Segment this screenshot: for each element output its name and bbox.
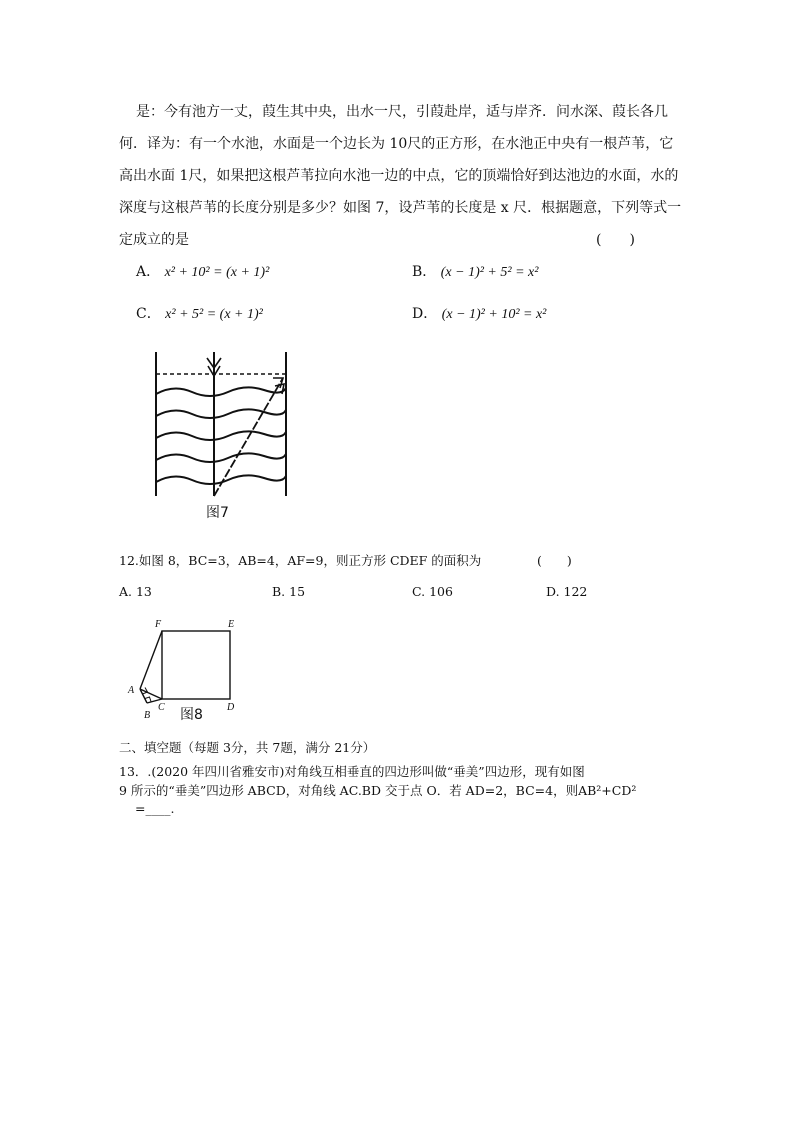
q11-option-d-label: D． <box>412 306 438 322</box>
q11-option-d[interactable] <box>412 298 546 331</box>
vertex-label-c: C <box>158 702 165 713</box>
q11-option-c-label: C． <box>136 306 161 322</box>
vertex-label-d: D <box>227 702 235 713</box>
q11-option-a-expr: x² + 10² = (x + 1)² <box>164 265 270 280</box>
vertex-label-a: A <box>128 685 135 696</box>
q12-stem: 12.如图 8，BC=3，AB=4，AF=9，则正方形 CDEF 的面积为 <box>119 553 482 568</box>
q11-line-5: 定成立的是 <box>119 232 189 248</box>
q12-option-a[interactable]: A. 13 <box>119 584 152 599</box>
q11-line-4: 深度与这根芦苇的长度分别是多少？如图 7，设芦苇的长度是 x 尺．根据题意，下列等式一 <box>119 200 682 216</box>
q11-line-1: 是：今有池方一丈，葭生其中央，出水一尺，引葭赴岸，适与岸齐．问水深、葭长各几 <box>136 104 668 120</box>
q11-line-2: 何．译为：有一个水池，水面是一个边长为 10尺的正方形，在水池正中央有一根芦苇，它 <box>119 136 674 152</box>
wave-4 <box>156 453 286 462</box>
q11-answer-paren: ( ) <box>596 232 635 248</box>
q11-option-a[interactable] <box>136 256 269 289</box>
q11-option-a-label: A． <box>136 264 161 280</box>
q12-answer-paren: ( ) <box>537 553 572 568</box>
q11-option-c-expr: x² + 5² = (x + 1)² <box>165 307 263 322</box>
wave-2 <box>156 409 286 418</box>
q11-option-c[interactable] <box>136 298 263 331</box>
wave-3 <box>156 431 286 440</box>
wave-1 <box>156 387 286 396</box>
q11-line-3: 高出水面 1尺，如果把这根芦苇拉向水池一边的中点，它的顶端恰好到达池边的水面，水的 <box>119 168 679 184</box>
q13-line-2: 9 所示的“垂美”四边形 ABCD，对角线 AC.BD 交于点 O．若 AD=2，BC=4，则AB²+CD² <box>119 783 637 798</box>
q11-option-b-expr: (x − 1)² + 5² = x² <box>440 265 539 280</box>
vertex-label-e: E <box>228 619 235 630</box>
figure-7-pond-diagram <box>150 348 295 500</box>
q11-option-b-label: B． <box>412 264 437 280</box>
q13-line-1: 13．.(2020 年四川省雅安市)对角线互相垂直的四边形叫做“垂美”四边形，现有如图 <box>119 764 585 779</box>
section-2-heading: 二、填空题（每题 3分，共 7题，满分 21分） <box>119 740 376 755</box>
q12-option-b[interactable]: B. 15 <box>272 584 306 599</box>
figure-7-label: 图7 <box>206 505 229 521</box>
vertex-label-f: F <box>155 619 162 630</box>
square-cdef <box>162 631 230 699</box>
q11-option-d-expr: (x − 1)² + 10² = x² <box>441 307 547 322</box>
q11-option-b[interactable] <box>412 256 538 289</box>
q13-line-3: =____. <box>135 801 175 816</box>
q12-option-d[interactable]: D. 122 <box>546 584 588 599</box>
segment-af <box>140 631 162 689</box>
figure-8-label: 图8 <box>180 707 203 723</box>
vertex-label-b: B <box>144 710 151 721</box>
q12-option-c[interactable]: C. 106 <box>412 584 453 599</box>
